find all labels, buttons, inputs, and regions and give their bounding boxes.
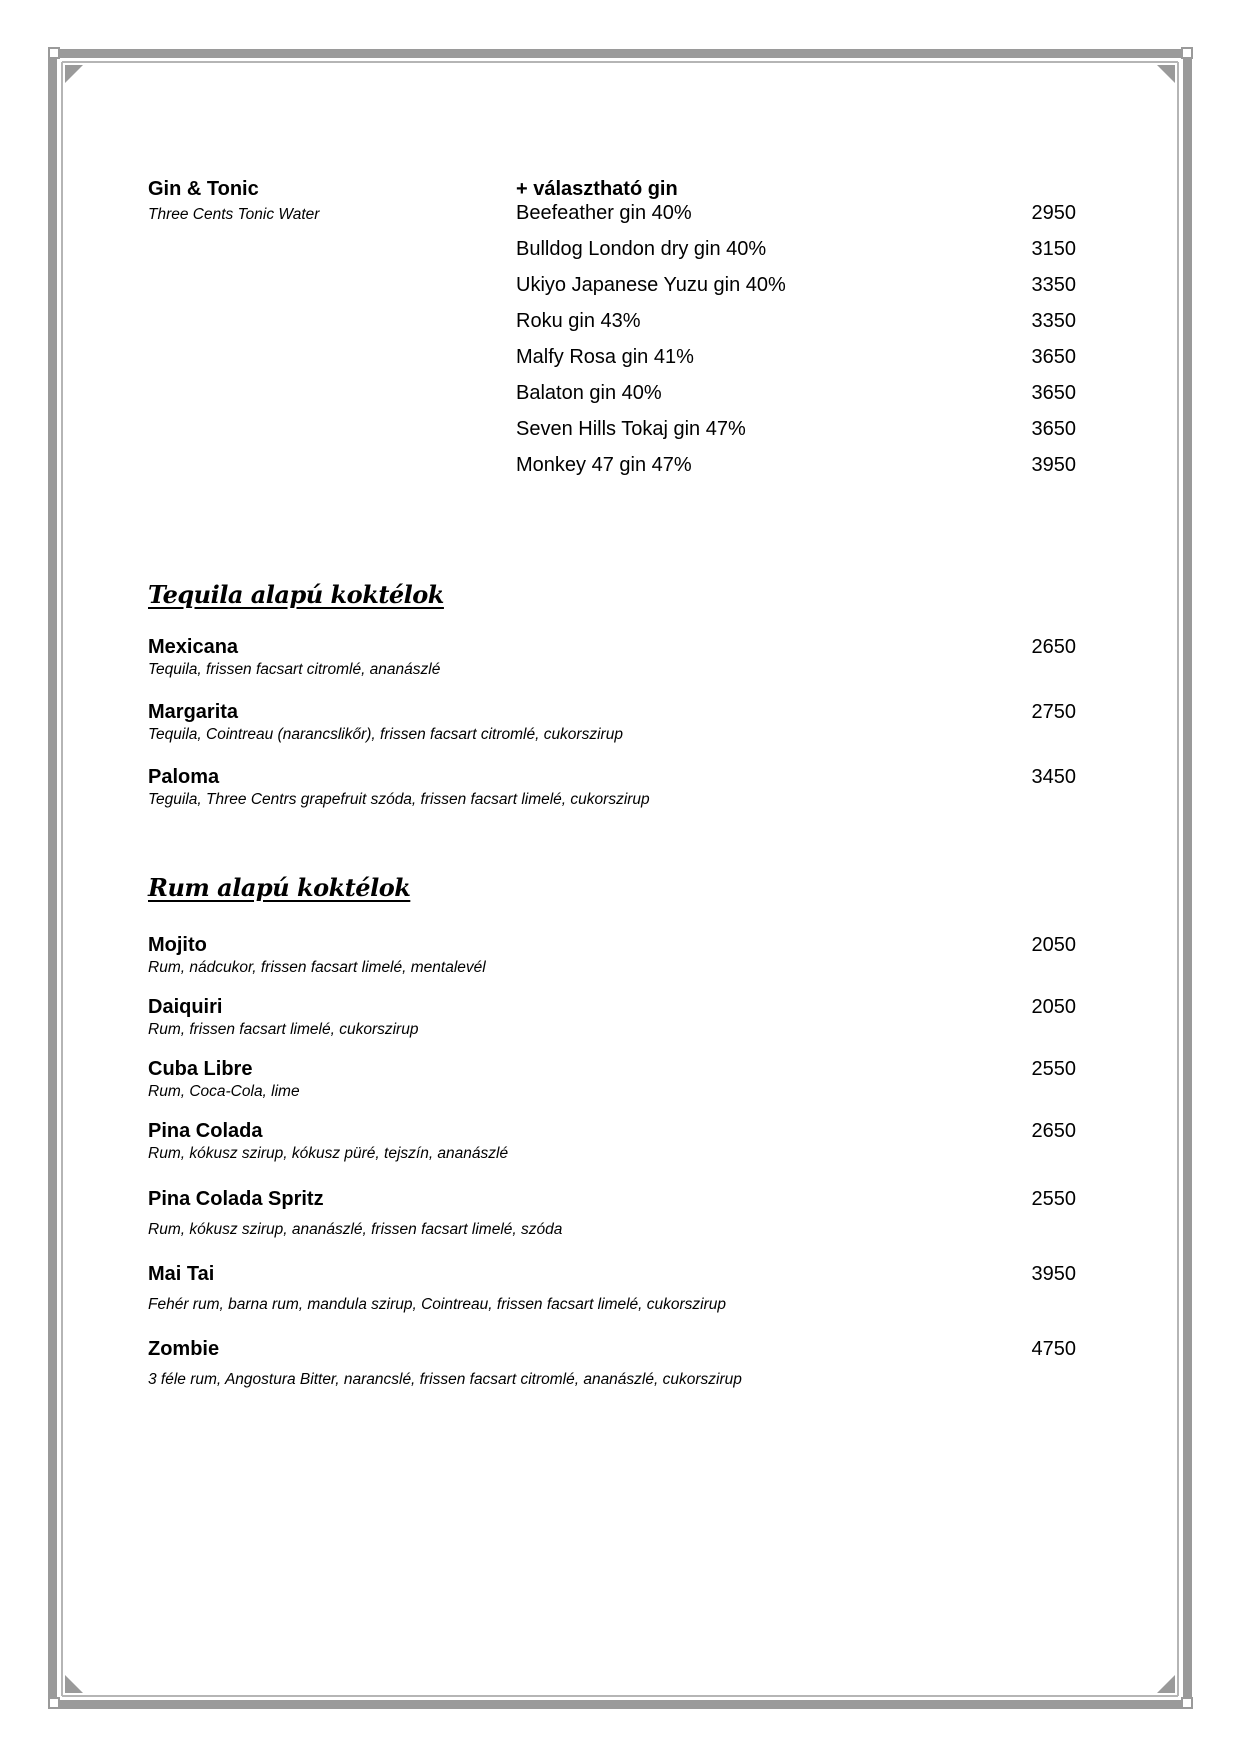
cocktail-name: Margarita	[148, 701, 239, 723]
cocktail-name: Mojito	[148, 934, 207, 956]
gin-price: 3150	[1031, 238, 1076, 260]
corner-square-tr	[1181, 47, 1193, 59]
cocktail-name: Paloma	[148, 766, 220, 788]
gin-price: 3350	[1031, 310, 1076, 332]
cocktail-description: Tequila, frissen facsart citromlé, ananászlé	[148, 661, 441, 678]
gin-item: Malfy Rosa gin 41%	[516, 346, 694, 368]
gin-item: Roku gin 43%	[516, 310, 641, 332]
gin-tonic-title: Gin & Tonic	[148, 178, 259, 200]
frame-top-inner	[62, 61, 1178, 63]
frame-right	[1183, 49, 1192, 1709]
gin-item: Ukiyo Japanese Yuzu gin 40%	[516, 274, 786, 296]
cocktail-name: Mexicana	[148, 636, 239, 658]
corner-triangle-br	[1157, 1675, 1175, 1693]
cocktail-description: Rum, Coca-Cola, lime	[148, 1083, 300, 1100]
tequila-heading: Tequila alapú koktélok	[148, 580, 444, 609]
cocktail-description: Fehér rum, barna rum, mandula szirup, Cointreau, frissen facsart limelé, cukorszirup	[148, 1296, 727, 1313]
cocktail-price: 3950	[1031, 1263, 1076, 1285]
gin-item: Monkey 47 gin 47%	[516, 454, 692, 476]
cocktail-name: Mai Tai	[148, 1263, 215, 1285]
cocktail-price: 2550	[1031, 1188, 1076, 1210]
corner-square-br	[1181, 1697, 1193, 1709]
gin-tonic-description: Three Cents Tonic Water	[148, 206, 320, 223]
gin-price: 3650	[1031, 346, 1076, 368]
frame-bottom	[48, 1700, 1192, 1709]
gin-item: Bulldog London dry gin 40%	[516, 238, 767, 260]
corner-square-bl	[48, 1697, 60, 1709]
gin-item: Beefeather gin 40%	[516, 202, 692, 224]
cocktail-price: 2750	[1031, 701, 1076, 723]
frame-left-inner	[61, 62, 63, 1696]
cocktail-name: Cuba Libre	[148, 1058, 253, 1080]
gin-price: 3350	[1031, 274, 1076, 296]
cocktail-description: 3 féle rum, Angostura Bitter, narancslé, frissen facsart citromlé, ananászlé, cukorszirup	[148, 1371, 742, 1388]
cocktail-description: Rum, kókusz szirup, kókusz püré, tejszín, ananászlé	[148, 1145, 509, 1162]
frame-right-inner	[1177, 62, 1179, 1696]
gin-price: 3950	[1031, 454, 1076, 476]
corner-triangle-tr	[1157, 65, 1175, 83]
corner-square-tl	[48, 47, 60, 59]
cocktail-description: Tequila, Cointreau (narancslikőr), frissen facsart citromlé, cukorszirup	[148, 726, 623, 743]
corner-triangle-bl	[65, 1675, 83, 1693]
frame-bottom-inner	[62, 1695, 1178, 1697]
cocktail-price: 2550	[1031, 1058, 1076, 1080]
cocktail-price: 4750	[1031, 1338, 1076, 1360]
cocktail-price: 2650	[1031, 636, 1076, 658]
cocktail-price: 2050	[1031, 934, 1076, 956]
rum-heading: Rum alapú koktélok	[148, 873, 411, 902]
cocktail-name: Zombie	[148, 1338, 220, 1360]
cocktail-name: Daiquiri	[148, 996, 223, 1018]
corner-triangle-tl	[65, 65, 83, 83]
cocktail-name: Pina Colada	[148, 1120, 263, 1142]
gin-item: Seven Hills Tokaj gin 47%	[516, 418, 746, 440]
cocktail-price: 3450	[1031, 766, 1076, 788]
cocktail-description: Rum, nádcukor, frissen facsart limelé, mentalevél	[148, 959, 486, 976]
gin-price: 2950	[1031, 202, 1076, 224]
cocktail-description: Teguila, Three Centrs grapefruit szóda, frissen facsart limelé, cukorszirup	[148, 791, 650, 808]
cocktail-price: 2650	[1031, 1120, 1076, 1142]
cocktail-name: Pina Colada Spritz	[148, 1188, 324, 1210]
cocktail-description: Rum, kókusz szirup, ananászlé, frissen facsart limelé, szóda	[148, 1221, 563, 1238]
gin-price: 3650	[1031, 382, 1076, 404]
cocktail-description: Rum, frissen facsart limelé, cukorszirup	[148, 1021, 419, 1038]
gin-price: 3650	[1031, 418, 1076, 440]
frame-top	[48, 49, 1192, 58]
cocktail-price: 2050	[1031, 996, 1076, 1018]
frame-left	[48, 49, 57, 1709]
gin-choice-subheading: + választható gin	[516, 178, 678, 200]
gin-item: Balaton gin 40%	[516, 382, 662, 404]
